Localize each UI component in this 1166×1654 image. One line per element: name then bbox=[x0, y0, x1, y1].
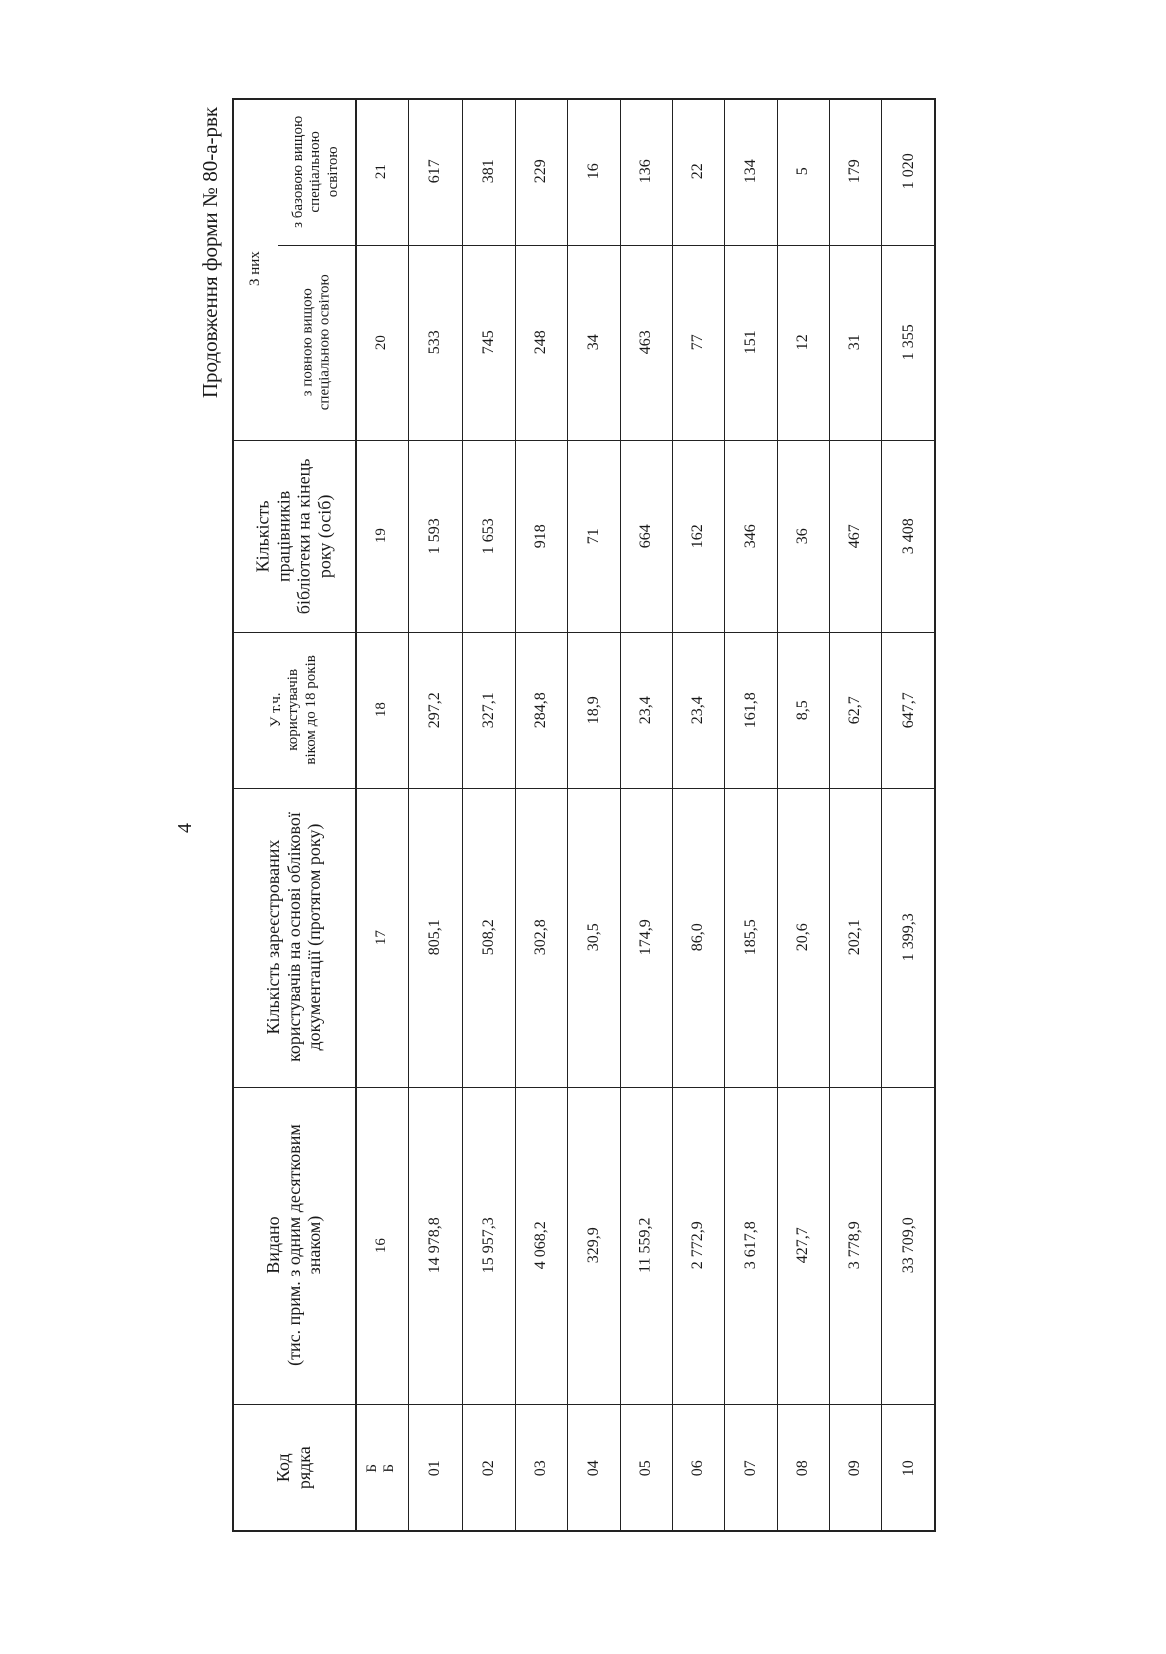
row-06-issued-text: 2 772,9 bbox=[688, 1221, 706, 1270]
row-05-staff-text: 664 bbox=[636, 523, 654, 548]
row-02-staff bbox=[462, 440, 515, 632]
row-01-under18 bbox=[408, 632, 462, 788]
row-04-under18-text: 18,9 bbox=[584, 695, 602, 724]
row-08-basic-higher bbox=[777, 98, 829, 245]
row-08-basic-higher-text: 5 bbox=[793, 167, 811, 176]
row-08-staff-text: 36 bbox=[793, 527, 811, 544]
row-01-full-higher-text: 533 bbox=[425, 330, 443, 355]
row-02-code bbox=[462, 1404, 515, 1532]
row-09-under18-text: 62,7 bbox=[845, 695, 863, 724]
row-10-issued-text: 33 709,0 bbox=[899, 1217, 917, 1274]
row-01-staff bbox=[408, 440, 462, 632]
row-02-staff-text: 1 653 bbox=[479, 517, 497, 554]
row-09-issued-text: 3 778,9 bbox=[845, 1221, 863, 1270]
row-06-registered-text: 86,0 bbox=[688, 923, 706, 952]
row-02-registered-text: 508,2 bbox=[479, 919, 497, 956]
row-10-issued bbox=[881, 1087, 936, 1404]
row-02-issued bbox=[462, 1087, 515, 1404]
row-01-staff-text: 1 593 bbox=[425, 517, 443, 554]
row-04-code-text: 04 bbox=[584, 1459, 602, 1476]
row-07-under18-text: 161,8 bbox=[741, 691, 759, 728]
row-09-full-higher-text: 31 bbox=[845, 334, 863, 351]
row-02-full-higher bbox=[462, 245, 515, 440]
row-02-under18 bbox=[462, 632, 515, 788]
header-registered bbox=[232, 788, 355, 1087]
row-10-registered bbox=[881, 788, 936, 1087]
row-03-full-higher-text: 248 bbox=[531, 330, 549, 355]
row-08-under18 bbox=[777, 632, 829, 788]
row-08-registered bbox=[777, 788, 829, 1087]
row-02-under18-text: 327,1 bbox=[479, 691, 497, 728]
row-09-code-text: 09 bbox=[845, 1459, 863, 1476]
row-05-basic-higher-text: 136 bbox=[636, 159, 654, 184]
row-06-full-higher-text: 77 bbox=[688, 334, 706, 351]
row-05-full-higher-text: 463 bbox=[636, 330, 654, 355]
row-09-under18 bbox=[829, 632, 881, 788]
column-index-issued bbox=[355, 1087, 408, 1404]
row-04-basic-higher bbox=[567, 98, 620, 245]
row-04-code bbox=[567, 1404, 620, 1532]
row-07-full-higher bbox=[724, 245, 777, 440]
header-basic-higher-text: з базовою вищою спеціальною освітою bbox=[290, 115, 342, 228]
row-03-basic-higher-text: 229 bbox=[531, 159, 549, 184]
row-09-full-higher bbox=[829, 245, 881, 440]
row-08-registered-text: 20,6 bbox=[793, 923, 811, 952]
row-04-issued bbox=[567, 1087, 620, 1404]
row-02-issued-text: 15 957,3 bbox=[479, 1217, 497, 1274]
row-02-registered bbox=[462, 788, 515, 1087]
row-07-staff-text: 346 bbox=[741, 523, 759, 548]
row-07-under18 bbox=[724, 632, 777, 788]
row-04-registered bbox=[567, 788, 620, 1087]
row-04-registered-text: 30,5 bbox=[584, 923, 602, 952]
column-index-staff-text: 19 bbox=[372, 528, 389, 544]
row-05-full-higher bbox=[620, 245, 672, 440]
header-of-them bbox=[232, 98, 278, 440]
row-04-staff-text: 71 bbox=[584, 527, 602, 544]
row-04-under18 bbox=[567, 632, 620, 788]
column-index-issued-text: 16 bbox=[372, 1238, 389, 1253]
row-03-basic-higher bbox=[515, 98, 567, 245]
row-07-code bbox=[724, 1404, 777, 1532]
row-09-issued bbox=[829, 1087, 881, 1404]
row-06-staff bbox=[672, 440, 724, 632]
row-01-issued-text: 14 978,8 bbox=[425, 1217, 443, 1274]
row-01-basic-higher bbox=[408, 98, 462, 245]
row-09-staff-text: 467 bbox=[845, 523, 863, 548]
form-caption-text: Продовження форми № 80-а-рвк bbox=[198, 106, 223, 398]
header-code bbox=[232, 1404, 355, 1532]
row-09-registered-text: 202,1 bbox=[845, 919, 863, 956]
row-06-code-text: 06 bbox=[688, 1459, 706, 1476]
column-index-registered bbox=[355, 788, 408, 1087]
row-08-staff bbox=[777, 440, 829, 632]
row-06-registered bbox=[672, 788, 724, 1087]
column-index-full-higher bbox=[355, 245, 408, 440]
row-09-staff bbox=[829, 440, 881, 632]
row-08-issued bbox=[777, 1087, 829, 1404]
row-10-basic-higher bbox=[881, 98, 936, 245]
row-09-code bbox=[829, 1404, 881, 1532]
row-07-full-higher-text: 151 bbox=[741, 330, 759, 355]
row-03-issued-text: 4 068,2 bbox=[531, 1221, 549, 1270]
row-04-full-higher bbox=[567, 245, 620, 440]
row-05-staff bbox=[620, 440, 672, 632]
row-01-issued bbox=[408, 1087, 462, 1404]
column-index-code-text: Б Б bbox=[364, 1463, 398, 1473]
row-03-registered bbox=[515, 788, 567, 1087]
row-10-basic-higher-text: 1 020 bbox=[899, 153, 917, 190]
column-index-full-higher-text: 20 bbox=[372, 335, 389, 350]
row-06-code bbox=[672, 1404, 724, 1532]
row-02-basic-higher-text: 381 bbox=[479, 159, 497, 184]
row-07-code-text: 07 bbox=[741, 1459, 759, 1476]
header-basic-higher bbox=[278, 98, 355, 245]
row-05-issued bbox=[620, 1087, 672, 1404]
header-under18-text: У т.ч. користувачів віком до 18 років bbox=[267, 655, 319, 765]
row-03-code-text: 03 bbox=[531, 1459, 549, 1476]
header-of-them-text: З них bbox=[246, 251, 263, 287]
row-08-code bbox=[777, 1404, 829, 1532]
row-07-issued bbox=[724, 1087, 777, 1404]
column-index-basic-higher bbox=[355, 98, 408, 245]
row-10-staff-text: 3 408 bbox=[899, 517, 917, 554]
row-06-under18 bbox=[672, 632, 724, 788]
row-07-issued-text: 3 617,8 bbox=[741, 1221, 759, 1270]
column-index-under18 bbox=[355, 632, 408, 788]
row-05-under18 bbox=[620, 632, 672, 788]
row-01-registered bbox=[408, 788, 462, 1087]
row-10-full-higher bbox=[881, 245, 936, 440]
row-05-under18-text: 23,4 bbox=[636, 695, 654, 724]
row-08-full-higher bbox=[777, 245, 829, 440]
row-04-issued-text: 329,9 bbox=[584, 1227, 602, 1264]
header-staff bbox=[232, 440, 355, 632]
row-08-code-text: 08 bbox=[793, 1459, 811, 1476]
row-01-registered-text: 805,1 bbox=[425, 919, 443, 956]
row-09-basic-higher-text: 179 bbox=[845, 159, 863, 184]
row-07-staff bbox=[724, 440, 777, 632]
row-06-under18-text: 23,4 bbox=[688, 695, 706, 724]
row-01-full-higher bbox=[408, 245, 462, 440]
row-07-basic-higher bbox=[724, 98, 777, 245]
row-06-staff-text: 162 bbox=[688, 523, 706, 548]
header-issued-text: Видано (тис. прим. з одним десятковим знаком) bbox=[262, 1124, 324, 1367]
row-09-basic-higher bbox=[829, 98, 881, 245]
row-06-basic-higher bbox=[672, 98, 724, 245]
column-index-registered-text: 17 bbox=[372, 930, 389, 945]
row-07-registered-text: 185,5 bbox=[741, 919, 759, 956]
row-06-issued bbox=[672, 1087, 724, 1404]
row-05-registered-text: 174,9 bbox=[636, 919, 654, 956]
row-05-basic-higher bbox=[620, 98, 672, 245]
row-03-under18 bbox=[515, 632, 567, 788]
row-10-under18-text: 647,7 bbox=[899, 691, 917, 728]
page-number: 4 bbox=[174, 823, 196, 833]
row-10-under18 bbox=[881, 632, 936, 788]
row-05-code-text: 05 bbox=[636, 1459, 654, 1476]
row-02-full-higher-text: 745 bbox=[479, 330, 497, 355]
row-01-code-text: 01 bbox=[425, 1459, 443, 1476]
column-index-staff bbox=[355, 440, 408, 632]
header-issued bbox=[232, 1087, 355, 1404]
row-10-registered-text: 1 399,3 bbox=[899, 913, 917, 962]
row-01-under18-text: 297,2 bbox=[425, 691, 443, 728]
header-under18 bbox=[232, 632, 355, 788]
row-06-full-higher bbox=[672, 245, 724, 440]
header-registered-text: Кількість зареєстрованих користувачів на основі облікової документації (протягом року) bbox=[262, 812, 324, 1063]
header-full-higher bbox=[278, 245, 355, 440]
row-03-issued bbox=[515, 1087, 567, 1404]
column-index-under18-text: 18 bbox=[372, 702, 389, 718]
row-05-code bbox=[620, 1404, 672, 1532]
column-index-basic-higher-text: 21 bbox=[372, 164, 389, 179]
row-01-basic-higher-text: 617 bbox=[425, 159, 443, 184]
row-03-code bbox=[515, 1404, 567, 1532]
row-03-under18-text: 284,8 bbox=[531, 691, 549, 728]
row-03-registered-text: 302,8 bbox=[531, 919, 549, 956]
row-08-full-higher-text: 12 bbox=[793, 334, 811, 351]
row-07-registered bbox=[724, 788, 777, 1087]
row-03-staff-text: 918 bbox=[531, 523, 549, 548]
row-04-staff bbox=[567, 440, 620, 632]
row-05-issued-text: 11 559,2 bbox=[636, 1217, 654, 1274]
row-10-full-higher-text: 1 355 bbox=[899, 324, 917, 361]
row-04-full-higher-text: 34 bbox=[584, 334, 602, 351]
row-01-code bbox=[408, 1404, 462, 1532]
row-10-staff bbox=[881, 440, 936, 632]
row-02-basic-higher bbox=[462, 98, 515, 245]
header-staff-text: Кількість працівників бібліотеки на кінець року (осіб) bbox=[252, 458, 335, 614]
row-09-registered bbox=[829, 788, 881, 1087]
row-05-registered bbox=[620, 788, 672, 1087]
row-07-basic-higher-text: 134 bbox=[741, 159, 759, 184]
header-full-higher-text: з повною вищою спеціальною освітою bbox=[299, 274, 333, 411]
row-03-staff bbox=[515, 440, 567, 632]
row-03-full-higher bbox=[515, 245, 567, 440]
row-10-code-text: 10 bbox=[899, 1459, 917, 1476]
row-08-under18-text: 8,5 bbox=[793, 699, 811, 720]
row-08-issued-text: 427,7 bbox=[793, 1227, 811, 1264]
column-index-code bbox=[355, 1404, 408, 1532]
row-06-basic-higher-text: 22 bbox=[688, 163, 706, 180]
row-04-basic-higher-text: 16 bbox=[584, 163, 602, 180]
header-code-text: Код рядка bbox=[272, 1446, 314, 1490]
row-10-code bbox=[881, 1404, 936, 1532]
row-02-code-text: 02 bbox=[479, 1459, 497, 1476]
